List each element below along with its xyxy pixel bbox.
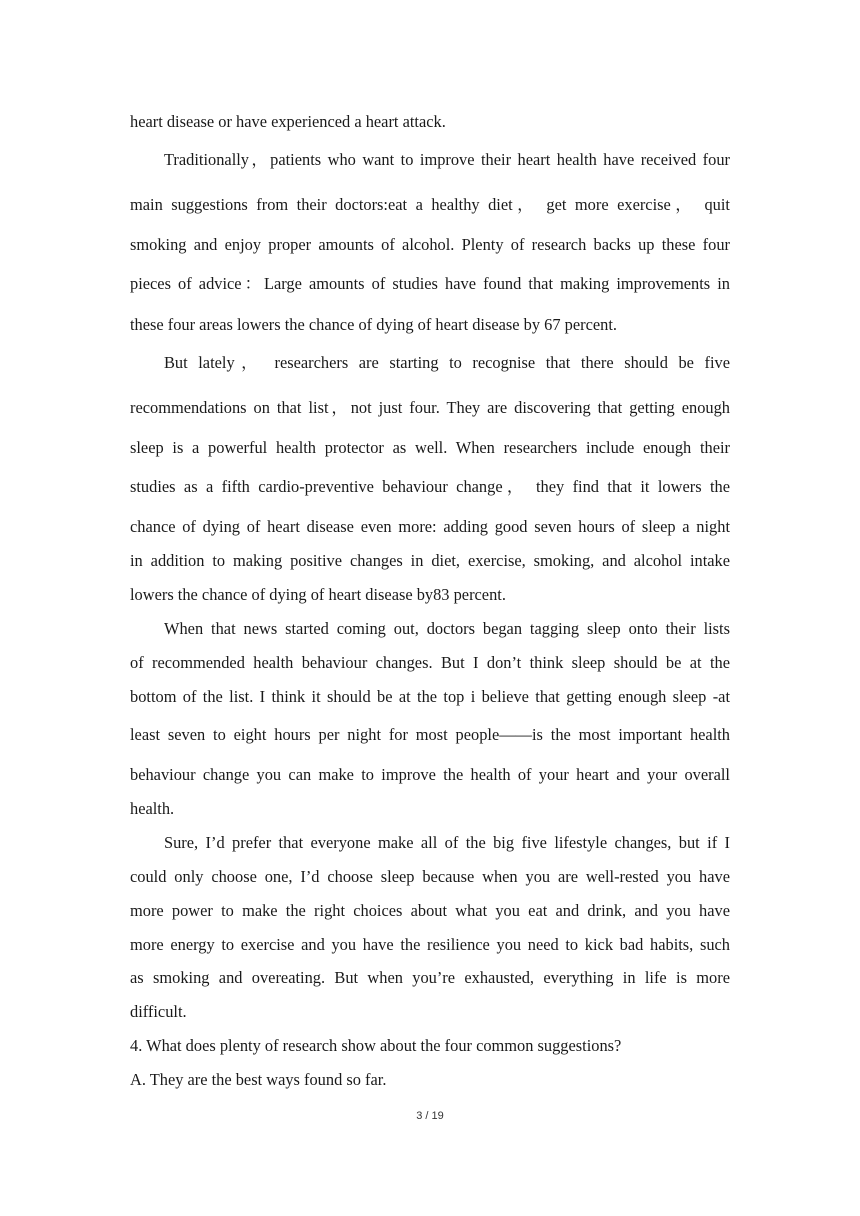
- question-text: 4. What does plenty of research show about the four common suggestions?: [130, 1036, 622, 1055]
- text-line: heart disease or have experienced a heart attack.: [130, 112, 446, 131]
- paragraph-first-line: But lately， researchers are starting to recognise that there should be five: [164, 353, 730, 372]
- paragraph-first-line: Sure, I’d prefer that everyone make all of the big five lifestyle changes, but if I: [164, 833, 730, 852]
- text-line: least seven to eight hours per night for most people——is the most important health: [130, 725, 730, 744]
- text-line: could only choose one, I’d choose sleep because when you are well-rested you have: [130, 867, 730, 886]
- text-line: chance of dying of heart disease even more: adding good seven hours of sleep a night: [130, 517, 730, 536]
- text-line: smoking and enjoy proper amounts of alcohol. Plenty of research backs up these four: [130, 235, 730, 254]
- text-line: of recommended health behaviour changes. But I don’t think sleep should be at the: [130, 653, 730, 672]
- text-line: pieces of advice：Large amounts of studies have found that making improvements in: [130, 274, 730, 293]
- text-line: health.: [130, 799, 175, 818]
- text-line: difficult.: [130, 1002, 187, 1021]
- text-line: lowers the chance of dying of heart disease by83 percent.: [130, 585, 506, 604]
- page-number: 3 / 19: [416, 1110, 444, 1122]
- paragraph-first-line: Traditionally，patients who want to improve their heart health have received four: [164, 150, 730, 169]
- text-line: more power to make the right choices about what you eat and drink, and you have: [130, 901, 730, 920]
- text-line: bottom of the list. I think it should be at the top i believe that getting enough sleep -at: [130, 687, 730, 706]
- text-line: recommendations on that list，not just four. They are discovering that getting enough: [130, 398, 730, 417]
- text-line: studies as a fifth cardio-preventive behaviour change， they find that it lowers the: [130, 477, 730, 496]
- text-line: as smoking and overeating. But when you’re exhausted, everything in life is more: [130, 968, 730, 987]
- text-line: behaviour change you can make to improve the health of your heart and your overall: [130, 765, 730, 784]
- answer-option: A. They are the best ways found so far.: [130, 1070, 387, 1089]
- text-line: in addition to making positive changes in diet, exercise, smoking, and alcohol intake: [130, 551, 730, 570]
- paragraph-first-line: When that news started coming out, doctors began tagging sleep onto their lists: [164, 619, 730, 638]
- text-line: sleep is a powerful health protector as well. When researchers include enough their: [130, 438, 730, 457]
- text-line: these four areas lowers the chance of dying of heart disease by 67 percent.: [130, 315, 617, 334]
- text-line: main suggestions from their doctors:eat a healthy diet， get more exercise， quit: [130, 195, 730, 214]
- text-line: more energy to exercise and you have the resilience you need to kick bad habits, such: [130, 935, 730, 954]
